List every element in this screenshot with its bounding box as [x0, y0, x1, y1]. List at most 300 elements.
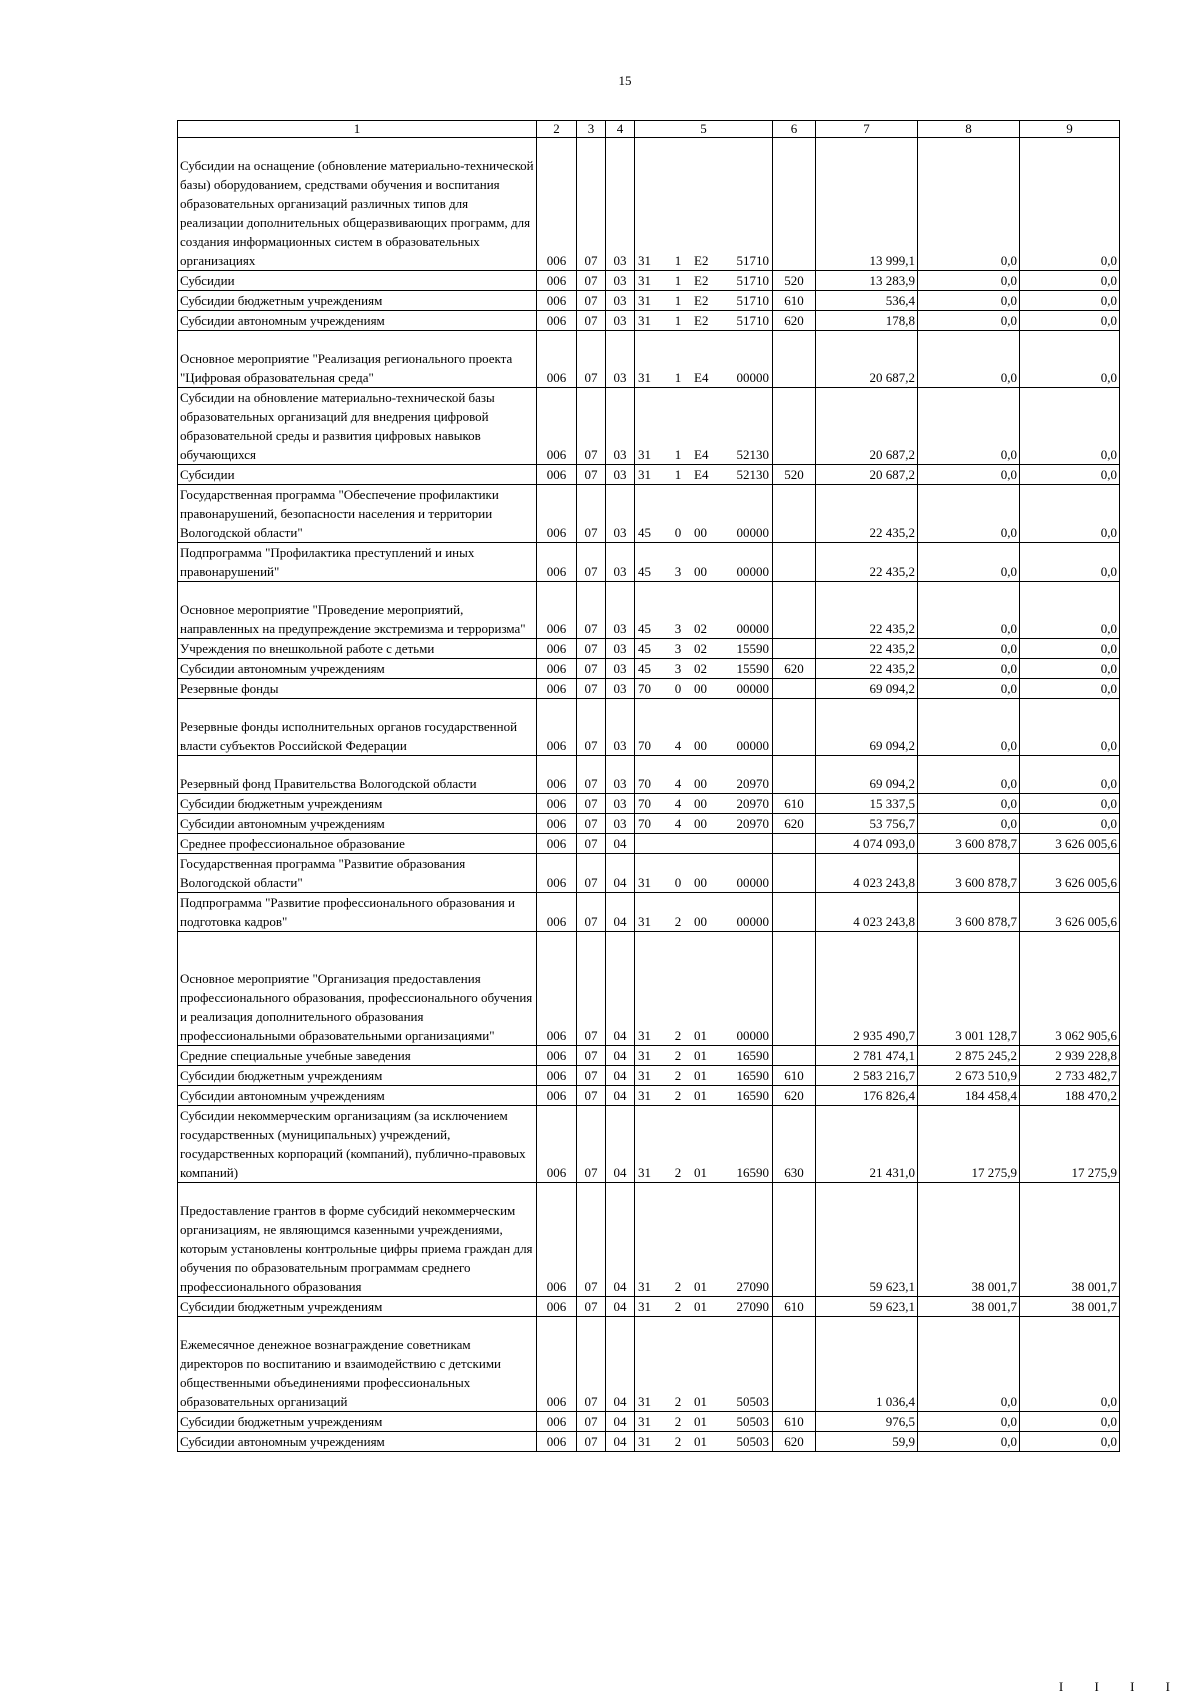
- amount-col7: 4 074 093,0: [816, 834, 918, 854]
- section-code: 07: [577, 388, 606, 465]
- table-row: [178, 1046, 1120, 1066]
- row-name: Субсидии бюджетным учреждениям: [178, 1297, 537, 1317]
- target-article-part: 51710: [736, 273, 769, 288]
- amount-col9: 0,0: [1020, 1412, 1120, 1432]
- amount-col7: 976,5: [816, 1412, 918, 1432]
- target-article-part: 50503: [736, 1394, 769, 1409]
- amount-col8: 0,0: [918, 543, 1020, 582]
- target-article-part: 16590: [736, 1068, 769, 1083]
- amount-col7: 22 435,2: [816, 485, 918, 543]
- amount-col9: 0,0: [1020, 271, 1120, 291]
- subsection-code: 03: [606, 794, 635, 814]
- amount-col7: 178,8: [816, 311, 918, 331]
- table-row: [178, 932, 1120, 1046]
- amount-col9: 0,0: [1020, 291, 1120, 311]
- target-article-part: 00: [694, 914, 707, 929]
- amount-col8: 0,0: [918, 582, 1020, 639]
- amount-col7: 4 023 243,8: [816, 893, 918, 932]
- target-article-code: [635, 465, 773, 485]
- target-article-part: 50503: [736, 1414, 769, 1429]
- target-article-part: 00000: [736, 525, 769, 540]
- target-article-part: 00: [694, 875, 707, 890]
- row-name: Основное мероприятие "Реализация регионального проекта "Цифровая образовательная среда": [178, 331, 537, 388]
- target-article-code: [635, 893, 773, 932]
- row-name: Субсидии автономным учреждениям: [178, 814, 537, 834]
- table-row: [178, 1066, 1120, 1086]
- expense-type-code: [773, 893, 816, 932]
- ministry-code: 006: [537, 854, 577, 893]
- target-article-part: 31: [638, 1299, 651, 1314]
- target-article-part: 70: [638, 738, 651, 753]
- section-code: 07: [577, 834, 606, 854]
- target-article-part: 2: [674, 1394, 682, 1409]
- target-article-part: 27090: [736, 1299, 769, 1314]
- amount-col9: 0,0: [1020, 639, 1120, 659]
- target-article-part: 01: [694, 1088, 707, 1103]
- target-article-part: 1: [674, 447, 682, 462]
- section-code: 07: [577, 854, 606, 893]
- amount-col8: 184 458,4: [918, 1086, 1020, 1106]
- section-code: 07: [577, 485, 606, 543]
- subsection-code: 03: [606, 699, 635, 756]
- expense-type-code: [773, 639, 816, 659]
- target-article-part: E4: [694, 370, 709, 385]
- amount-col9: 0,0: [1020, 814, 1120, 834]
- target-article-part: 45: [638, 661, 651, 676]
- section-code: 07: [577, 1086, 606, 1106]
- ministry-code: 006: [537, 814, 577, 834]
- target-article-part: 1: [674, 273, 682, 288]
- row-name: Субсидии автономным учреждениям: [178, 311, 537, 331]
- table-row: [178, 1432, 1120, 1452]
- subsection-code: 03: [606, 138, 635, 271]
- table-row: [178, 291, 1120, 311]
- amount-col8: 3 600 878,7: [918, 834, 1020, 854]
- amount-col7: 176 826,4: [816, 1086, 918, 1106]
- target-article-code: [635, 1086, 773, 1106]
- row-name: Субсидии автономным учреждениям: [178, 1086, 537, 1106]
- amount-col8: 0,0: [918, 271, 1020, 291]
- subsection-code: 04: [606, 1106, 635, 1183]
- section-code: 07: [577, 893, 606, 932]
- ministry-code: 006: [537, 679, 577, 699]
- target-article-part: 51710: [736, 293, 769, 308]
- target-article-part: 20970: [736, 816, 769, 831]
- column-header: 1: [178, 121, 537, 138]
- ministry-code: 006: [537, 331, 577, 388]
- expense-type-code: 620: [773, 1432, 816, 1452]
- target-article-part: 52130: [736, 467, 769, 482]
- expense-type-code: 610: [773, 1066, 816, 1086]
- target-article-code: [635, 388, 773, 465]
- target-article-part: 51710: [736, 313, 769, 328]
- expense-type-code: [773, 1317, 816, 1412]
- amount-col9: 0,0: [1020, 1317, 1120, 1412]
- target-article-code: [635, 291, 773, 311]
- amount-col8: 0,0: [918, 138, 1020, 271]
- table-row: [178, 893, 1120, 932]
- target-article-code: [635, 1432, 773, 1452]
- target-article-part: 2: [674, 1165, 682, 1180]
- amount-col8: 2 673 510,9: [918, 1066, 1020, 1086]
- expense-type-code: [773, 1046, 816, 1066]
- row-name: Резервный фонд Правительства Вологодской области: [178, 756, 537, 794]
- amount-col9: 2 939 228,8: [1020, 1046, 1120, 1066]
- subsection-code: 03: [606, 465, 635, 485]
- target-article-part: 4: [674, 816, 682, 831]
- target-article-code: [635, 756, 773, 794]
- target-article-code: [635, 699, 773, 756]
- ministry-code: 006: [537, 639, 577, 659]
- table-row: [178, 465, 1120, 485]
- ministry-code: 006: [537, 1412, 577, 1432]
- ministry-code: 006: [537, 699, 577, 756]
- amount-col9: 0,0: [1020, 794, 1120, 814]
- target-article-part: 45: [638, 564, 651, 579]
- target-article-part: E4: [694, 447, 709, 462]
- target-article-code: [635, 1046, 773, 1066]
- row-name: Ежемесячное денежное вознаграждение советникам директоров по воспитанию и взаимодействию с детскими общественными объединениями профессиональных образовательных организаций: [178, 1317, 537, 1412]
- subsection-code: 04: [606, 932, 635, 1046]
- expense-type-code: [773, 854, 816, 893]
- target-article-part: 01: [694, 1048, 707, 1063]
- target-article-part: 0: [674, 681, 682, 696]
- target-article-part: 1: [674, 370, 682, 385]
- target-article-part: 50503: [736, 1434, 769, 1449]
- table-row: [178, 659, 1120, 679]
- subsection-code: 04: [606, 834, 635, 854]
- ministry-code: 006: [537, 388, 577, 465]
- ministry-code: 006: [537, 756, 577, 794]
- column-header: 5: [635, 121, 773, 138]
- target-article-part: 31: [638, 313, 651, 328]
- target-article-part: 51710: [736, 253, 769, 268]
- amount-col8: 0,0: [918, 388, 1020, 465]
- amount-col8: 0,0: [918, 1317, 1020, 1412]
- target-article-code: [635, 543, 773, 582]
- ministry-code: 006: [537, 893, 577, 932]
- target-article-part: 01: [694, 1394, 707, 1409]
- column-header: 7: [816, 121, 918, 138]
- table-row: [178, 1297, 1120, 1317]
- section-code: 07: [577, 794, 606, 814]
- target-article-part: 1: [674, 293, 682, 308]
- amount-col7: 59,9: [816, 1432, 918, 1452]
- target-article-code: [635, 1317, 773, 1412]
- expense-type-code: 620: [773, 311, 816, 331]
- section-code: 07: [577, 271, 606, 291]
- amount-col7: 536,4: [816, 291, 918, 311]
- row-name: Субсидии на обновление материально-технической базы образовательных организаций для внедрения цифровой образовательной среды и развития цифровых навыков обучающихся: [178, 388, 537, 465]
- target-article-part: 01: [694, 1434, 707, 1449]
- subsection-code: 03: [606, 814, 635, 834]
- target-article-part: E2: [694, 253, 709, 268]
- ministry-code: 006: [537, 465, 577, 485]
- amount-col7: 22 435,2: [816, 639, 918, 659]
- amount-col8: 0,0: [918, 756, 1020, 794]
- target-article-code: [635, 582, 773, 639]
- row-name: Субсидии автономным учреждениям: [178, 1432, 537, 1452]
- amount-col8: 0,0: [918, 679, 1020, 699]
- target-article-part: 70: [638, 816, 651, 831]
- ministry-code: 006: [537, 834, 577, 854]
- target-article-part: 02: [694, 641, 707, 656]
- target-article-part: 4: [674, 796, 682, 811]
- row-name: Средние специальные учебные заведения: [178, 1046, 537, 1066]
- target-article-part: 00000: [736, 1028, 769, 1043]
- amount-col9: 0,0: [1020, 311, 1120, 331]
- section-code: 07: [577, 1183, 606, 1297]
- target-article-part: 1: [674, 467, 682, 482]
- target-article-part: E2: [694, 293, 709, 308]
- expense-type-code: 520: [773, 465, 816, 485]
- subsection-code: 04: [606, 1183, 635, 1297]
- target-article-part: 45: [638, 641, 651, 656]
- amount-col8: 0,0: [918, 1412, 1020, 1432]
- target-article-part: E4: [694, 467, 709, 482]
- expense-type-code: [773, 485, 816, 543]
- target-article-part: 2: [674, 1434, 682, 1449]
- ministry-code: 006: [537, 1183, 577, 1297]
- amount-col7: 13 283,9: [816, 271, 918, 291]
- target-article-part: 31: [638, 1394, 651, 1409]
- table-row: [178, 814, 1120, 834]
- target-article-code: [635, 138, 773, 271]
- row-name: Среднее профессиональное образование: [178, 834, 537, 854]
- target-article-part: 45: [638, 525, 651, 540]
- target-article-code: [635, 331, 773, 388]
- amount-col9: 0,0: [1020, 756, 1120, 794]
- target-article-part: 3: [674, 621, 682, 636]
- table-row: [178, 794, 1120, 814]
- target-article-part: 31: [638, 1165, 651, 1180]
- target-article-part: 00000: [736, 564, 769, 579]
- subsection-code: 03: [606, 311, 635, 331]
- target-article-part: 20970: [736, 796, 769, 811]
- expense-type-code: [773, 932, 816, 1046]
- section-code: 07: [577, 291, 606, 311]
- amount-col7: 69 094,2: [816, 756, 918, 794]
- section-code: 07: [577, 699, 606, 756]
- target-article-part: 00000: [736, 914, 769, 929]
- target-article-part: 31: [638, 1068, 651, 1083]
- row-name: Субсидии бюджетным учреждениям: [178, 291, 537, 311]
- column-header: 2: [537, 121, 577, 138]
- amount-col9: 0,0: [1020, 331, 1120, 388]
- target-article-part: 01: [694, 1068, 707, 1083]
- ministry-code: 006: [537, 1106, 577, 1183]
- subsection-code: 03: [606, 543, 635, 582]
- target-article-code: [635, 1412, 773, 1432]
- amount-col7: 22 435,2: [816, 582, 918, 639]
- row-name: Основное мероприятие "Организация предоставления профессионального образования, профессионального обучения и реализация дополнительного образования профессиональными образовательными организациями": [178, 932, 537, 1046]
- subsection-code: 03: [606, 388, 635, 465]
- target-article-part: 2: [674, 1279, 682, 1294]
- amount-col8: 38 001,7: [918, 1183, 1020, 1297]
- row-name: Субсидии бюджетным учреждениям: [178, 794, 537, 814]
- target-article-part: 31: [638, 293, 651, 308]
- amount-col9: 0,0: [1020, 679, 1120, 699]
- amount-col9: 2 733 482,7: [1020, 1066, 1120, 1086]
- section-code: 07: [577, 1066, 606, 1086]
- target-article-part: 00: [694, 816, 707, 831]
- section-code: 07: [577, 932, 606, 1046]
- target-article-part: 2: [674, 1068, 682, 1083]
- amount-col8: 0,0: [918, 291, 1020, 311]
- table-row: [178, 271, 1120, 291]
- row-name: Субсидии автономным учреждениям: [178, 659, 537, 679]
- table-header-row: [178, 121, 1120, 138]
- section-code: 07: [577, 331, 606, 388]
- target-article-part: 4: [674, 776, 682, 791]
- target-article-part: 00: [694, 738, 707, 753]
- target-article-part: 1: [674, 313, 682, 328]
- subsection-code: 04: [606, 893, 635, 932]
- row-name: Субсидии некоммерческим организациям (за исключением государственных (муниципальных) учреждений, государственных корпораций (компаний), публично-правовых компаний): [178, 1106, 537, 1183]
- amount-col8: 17 275,9: [918, 1106, 1020, 1183]
- table-row: [178, 1183, 1120, 1297]
- amount-col7: 69 094,2: [816, 679, 918, 699]
- section-code: 07: [577, 465, 606, 485]
- section-code: 07: [577, 814, 606, 834]
- amount-col8: 0,0: [918, 485, 1020, 543]
- target-article-part: 4: [674, 738, 682, 753]
- amount-col9: 188 470,2: [1020, 1086, 1120, 1106]
- target-article-part: 16590: [736, 1088, 769, 1103]
- amount-col9: 0,0: [1020, 138, 1120, 271]
- amount-col7: 20 687,2: [816, 465, 918, 485]
- ministry-code: 006: [537, 485, 577, 543]
- column-header: 9: [1020, 121, 1120, 138]
- row-name: Субсидии: [178, 465, 537, 485]
- amount-col7: 2 781 474,1: [816, 1046, 918, 1066]
- target-article-code: [635, 1066, 773, 1086]
- ministry-code: 006: [537, 291, 577, 311]
- amount-col7: 20 687,2: [816, 388, 918, 465]
- ministry-code: 006: [537, 311, 577, 331]
- target-article-part: 00000: [736, 621, 769, 636]
- row-name: Резервные фонды исполнительных органов государственной власти субъектов Российской Федерации: [178, 699, 537, 756]
- target-article-part: E2: [694, 313, 709, 328]
- expense-type-code: 610: [773, 291, 816, 311]
- target-article-part: 31: [638, 914, 651, 929]
- target-article-part: 16590: [736, 1048, 769, 1063]
- target-article-part: 00: [694, 564, 707, 579]
- table-row: [178, 582, 1120, 639]
- table-row: [178, 756, 1120, 794]
- amount-col8: 2 875 245,2: [918, 1046, 1020, 1066]
- subsection-code: 04: [606, 1046, 635, 1066]
- target-article-part: 31: [638, 370, 651, 385]
- section-code: 07: [577, 1432, 606, 1452]
- amount-col7: 15 337,5: [816, 794, 918, 814]
- expense-type-code: [773, 331, 816, 388]
- amount-col9: 3 626 005,6: [1020, 854, 1120, 893]
- ministry-code: 006: [537, 659, 577, 679]
- target-article-part: 31: [638, 273, 651, 288]
- amount-col8: 0,0: [918, 311, 1020, 331]
- amount-col7: 69 094,2: [816, 699, 918, 756]
- amount-col7: 2 583 216,7: [816, 1066, 918, 1086]
- expense-type-code: 620: [773, 1086, 816, 1106]
- amount-col7: 59 623,1: [816, 1297, 918, 1317]
- amount-col7: 2 935 490,7: [816, 932, 918, 1046]
- target-article-code: [635, 834, 773, 854]
- amount-col9: 38 001,7: [1020, 1297, 1120, 1317]
- target-article-part: 31: [638, 447, 651, 462]
- target-article-code: [635, 1183, 773, 1297]
- row-name: Основное мероприятие "Проведение мероприятий, направленных на предупреждение экстремизма и терроризма": [178, 582, 537, 639]
- amount-col8: 0,0: [918, 331, 1020, 388]
- section-code: 07: [577, 1046, 606, 1066]
- subsection-code: 04: [606, 1297, 635, 1317]
- target-article-part: 01: [694, 1279, 707, 1294]
- section-code: 07: [577, 138, 606, 271]
- amount-col8: 3 600 878,7: [918, 893, 1020, 932]
- column-header: 4: [606, 121, 635, 138]
- amount-col9: 0,0: [1020, 582, 1120, 639]
- table-row: [178, 311, 1120, 331]
- target-article-part: 15590: [736, 641, 769, 656]
- expense-type-code: [773, 1183, 816, 1297]
- amount-col8: 0,0: [918, 794, 1020, 814]
- target-article-part: 3: [674, 641, 682, 656]
- section-code: 07: [577, 1412, 606, 1432]
- amount-col9: 0,0: [1020, 465, 1120, 485]
- subsection-code: 04: [606, 1432, 635, 1452]
- target-article-part: 01: [694, 1165, 707, 1180]
- target-article-part: 00000: [736, 738, 769, 753]
- target-article-part: 70: [638, 796, 651, 811]
- target-article-part: 31: [638, 875, 651, 890]
- row-name: Субсидии бюджетным учреждениям: [178, 1066, 537, 1086]
- section-code: 07: [577, 582, 606, 639]
- row-name: Резервные фонды: [178, 679, 537, 699]
- page-number: 15: [618, 73, 632, 88]
- section-code: 07: [577, 1317, 606, 1412]
- subsection-code: 04: [606, 1412, 635, 1432]
- section-code: 07: [577, 543, 606, 582]
- expense-type-code: 610: [773, 1412, 816, 1432]
- target-article-code: [635, 485, 773, 543]
- target-article-part: 3: [674, 661, 682, 676]
- section-code: 07: [577, 1297, 606, 1317]
- target-article-code: [635, 932, 773, 1046]
- target-article-part: 52130: [736, 447, 769, 462]
- subsection-code: 03: [606, 271, 635, 291]
- table-row: [178, 543, 1120, 582]
- amount-col8: 3 600 878,7: [918, 854, 1020, 893]
- amount-col7: 53 756,7: [816, 814, 918, 834]
- ministry-code: 006: [537, 1297, 577, 1317]
- expense-type-code: 630: [773, 1106, 816, 1183]
- target-article-part: 2: [674, 1299, 682, 1314]
- expense-type-code: [773, 138, 816, 271]
- subsection-code: 03: [606, 331, 635, 388]
- target-article-part: 00: [694, 796, 707, 811]
- amount-col8: 38 001,7: [918, 1297, 1020, 1317]
- target-article-part: 31: [638, 1414, 651, 1429]
- ministry-code: 006: [537, 932, 577, 1046]
- amount-col9: 0,0: [1020, 659, 1120, 679]
- amount-col9: 3 062 905,6: [1020, 932, 1120, 1046]
- amount-col7: 22 435,2: [816, 659, 918, 679]
- target-article-part: 31: [638, 1028, 651, 1043]
- expense-type-code: [773, 388, 816, 465]
- target-article-part: 00000: [736, 875, 769, 890]
- target-article-part: E2: [694, 273, 709, 288]
- column-header: 8: [918, 121, 1020, 138]
